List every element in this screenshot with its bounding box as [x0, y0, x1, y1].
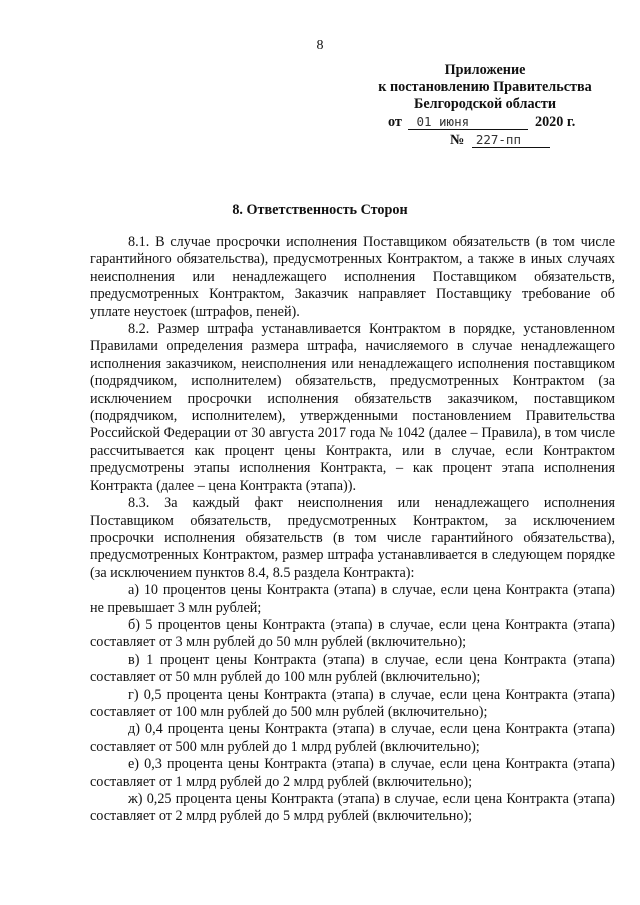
list-item-e: е) 0,3 процента цены Контракта (этапа) в случае, если цена Контракта (этапа) составляет от 1 млрд рублей до 2 млрд рублей (включительно);: [90, 756, 615, 790]
list-item-b: б) 5 процентов цены Контракта (этапа) в случае, если цена Контракта (этапа) составляет от 3 млн рублей до 50 млн рублей (включительно);: [90, 616, 615, 651]
number-value: 227-пп: [472, 133, 550, 148]
page-number: 8: [316, 38, 324, 53]
appendix-header: [360, 62, 610, 113]
appendix-region-line: Белгородской области: [414, 96, 556, 112]
paragraph-8-2: 8.2. Размер штрафа устанавливается Контрактом в порядке, установленном Правилами определения размера штрафа, начисляемого в случае ненадлежащего исполнения заказчиком, неисполнения или ненадлежащего исполнения поставщиком (подрядчиком, исполнителем) обязательств, предусмотренных Контрактом (за исключением просрочки исполнения обязательств заказчиком, поставщиком (подрядчиком, исполнителем), утвержденными постановлением Правительства Российской Федерации от 30 августа 2017 года № 1042 (далее – Правила), в том числе рассчитывается как процент цены Контракта, или в случае, если Контрактом предусмотрены этапы исполнения Контракта, – как процент этапа исполнения Контракта (далее – цена Контракта (этапа)).: [90, 321, 615, 494]
date-value: 01 июня: [408, 115, 528, 130]
number-prefix: №: [450, 132, 465, 148]
date-year: 2020 г.: [534, 114, 576, 130]
appendix-resolution-line: к постановлению Правительства: [378, 79, 592, 95]
appendix-number-row: [450, 132, 550, 149]
list-item-g: г) 0,5 процента цены Контракта (этапа) в случае, если цена Контракта (этапа) составляет от 100 млн рублей до 500 млн рублей (включительно);: [90, 686, 615, 720]
section-title: 8. Ответственность Сторон: [232, 202, 408, 218]
appendix-date-row: [388, 114, 575, 131]
list-item-a: а) 10 процентов цены Контракта (этапа) в случае, если цена Контракта (этапа) не превышает 3 млн рублей;: [90, 582, 615, 616]
paragraph-8-1: 8.1. В случае просрочки исполнения Поставщиком обязательств (в том числе гарантийного обязательства), предусмотренных Контрактом, а также в иных случаях неисполнения или ненадлежащего исполнения Поставщиком обязательств, предусмотренных Контрактом, Заказчик направляет Поставщику требование об уплате неустоек (штрафов, пеней).: [90, 234, 615, 320]
date-prefix: от: [388, 114, 402, 130]
section-body: [90, 234, 615, 826]
paragraph-8-3: 8.3. За каждый факт неисполнения или ненадлежащего исполнения Поставщиком обязательств, предусмотренных Контрактом, за исключением просрочки исполнения обязательств (в том числе гарантийного обязательства), предусмотренных Контрактом, размер штрафа устанавливается в следующем порядке (за исключением пунктов 8.4, 8.5 раздела Контракта):: [90, 495, 615, 581]
list-item-d: д) 0,4 процента цены Контракта (этапа) в случае, если цена Контракта (этапа) составляет от 500 млн рублей до 1 млрд рублей (включительно);: [90, 721, 615, 755]
list-item-zh: ж) 0,25 процента цены Контракта (этапа) в случае, если цена Контракта (этапа) составляет от 2 млрд рублей до 5 млрд рублей (включительно);: [90, 791, 615, 825]
appendix-title: Приложение: [444, 62, 526, 78]
list-item-v: в) 1 процент цены Контракта (этапа) в случае, если цена Контракта (этапа) составляет от 50 млн рублей до 100 млн рублей (включительно);: [90, 651, 615, 686]
